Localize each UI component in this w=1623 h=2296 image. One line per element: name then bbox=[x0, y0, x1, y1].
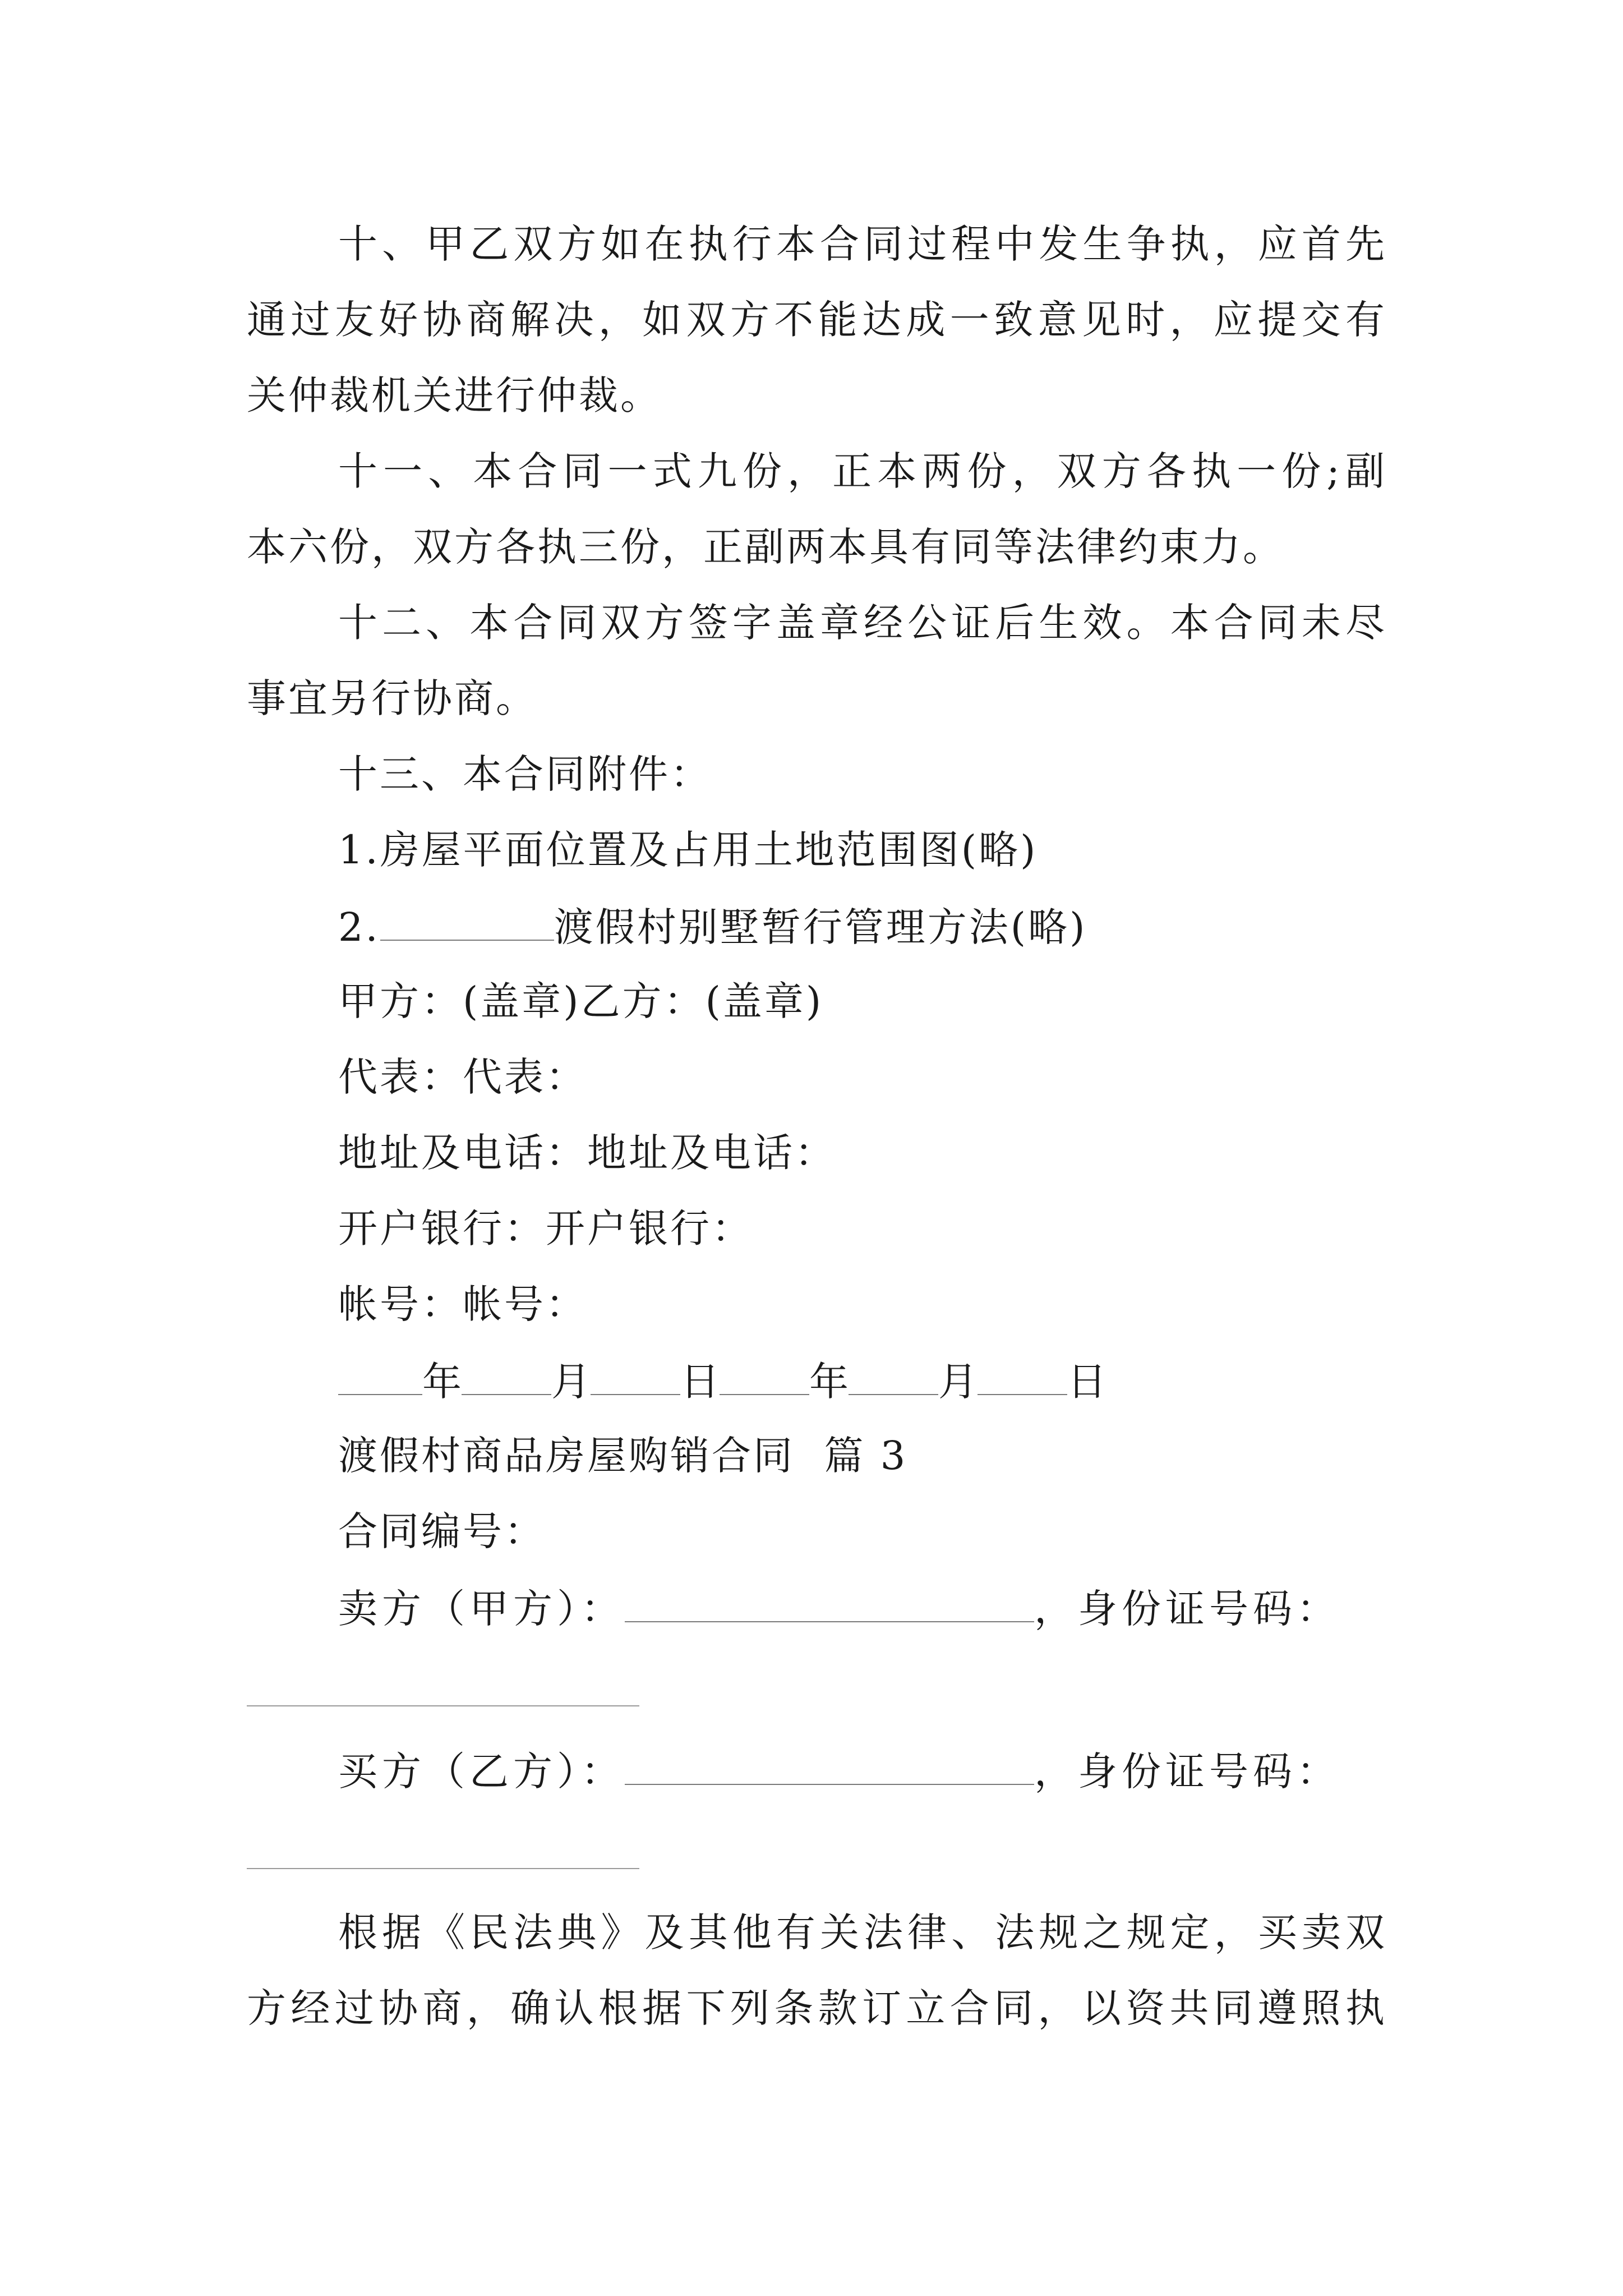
attachment-1: 1.房屋平面位置及占用土地范围图(略) bbox=[338, 827, 1038, 873]
clause-12-line-2: 事宜另行协商。 bbox=[247, 675, 537, 721]
clause-12-line-1: 十二、本合同双方签字盖章经公证后生效。本合同未尽 bbox=[338, 600, 1387, 646]
signature-date-row bbox=[338, 1359, 1106, 1405]
clause-13-heading: 十三、本合同附件： bbox=[338, 751, 712, 797]
date-label-month-1: 月 bbox=[551, 1359, 591, 1405]
attachment-2-prefix: 2. bbox=[338, 904, 380, 950]
seller-label: 卖方（甲方）： bbox=[338, 1586, 625, 1632]
date-blank bbox=[720, 1360, 809, 1395]
contract-number-label: 合同编号： bbox=[338, 1508, 546, 1554]
clause-10-line-3: 关仲裁机关进行仲裁。 bbox=[247, 372, 662, 418]
seller-id-blank bbox=[247, 1705, 639, 1706]
buyer-id-blank bbox=[247, 1868, 639, 1869]
buyer-name-blank bbox=[625, 1750, 1034, 1785]
date-label-year-2: 年 bbox=[809, 1359, 849, 1405]
preamble-line-1: 根据《民法典》及其他有关法律、法规之规定，买卖双 bbox=[338, 1910, 1387, 1955]
buyer-label: 买方（乙方）： bbox=[338, 1749, 625, 1795]
attachment-2-blank bbox=[380, 906, 554, 941]
signature-seals: 甲方：(盖章)乙方：(盖章) bbox=[338, 978, 824, 1024]
clause-11-line-2: 本六份，双方各执三份，正副两本具有同等法律约束力。 bbox=[247, 524, 1284, 570]
seller-id-label: ，身份证号码： bbox=[1034, 1586, 1340, 1632]
date-blank bbox=[978, 1360, 1067, 1395]
signature-representative: 代表：代表： bbox=[338, 1054, 587, 1100]
contract-3-title: 渡假村商品房屋购销合同 篇 3 bbox=[338, 1433, 908, 1479]
attachment-2 bbox=[338, 904, 1087, 950]
clause-11-line-1: 十一、本合同一式九份，正本两份，双方各执一份;副 bbox=[338, 448, 1387, 494]
date-label-month-2: 月 bbox=[938, 1359, 978, 1405]
clause-10-line-1: 十、甲乙双方如在执行本合同过程中发生争执，应首先 bbox=[338, 221, 1387, 267]
clause-10-line-2: 通过友好协商解决，如双方不能达成一致意见时，应提交有 bbox=[247, 297, 1387, 343]
date-blank bbox=[462, 1360, 551, 1395]
buyer-id-label: ，身份证号码： bbox=[1034, 1749, 1340, 1795]
date-blank bbox=[338, 1360, 422, 1395]
signature-account: 帐号：帐号： bbox=[338, 1281, 587, 1327]
date-label-day-2: 日 bbox=[1067, 1359, 1106, 1405]
attachment-2-suffix: 渡假村别墅暂行管理方法(略) bbox=[554, 904, 1087, 950]
buyer-line bbox=[338, 1749, 1340, 1795]
preamble-line-2: 方经过协商，确认根据下列条款订立合同，以资共同遵照执 bbox=[247, 1985, 1387, 2031]
signature-address-phone: 地址及电话：地址及电话： bbox=[338, 1130, 836, 1176]
date-label-year-1: 年 bbox=[422, 1359, 462, 1405]
seller-name-blank bbox=[625, 1588, 1034, 1622]
date-blank bbox=[849, 1360, 938, 1395]
signature-bank: 开户银行：开户银行： bbox=[338, 1205, 753, 1251]
seller-line bbox=[338, 1586, 1340, 1632]
date-blank bbox=[591, 1360, 680, 1395]
date-label-day-1: 日 bbox=[680, 1359, 720, 1405]
